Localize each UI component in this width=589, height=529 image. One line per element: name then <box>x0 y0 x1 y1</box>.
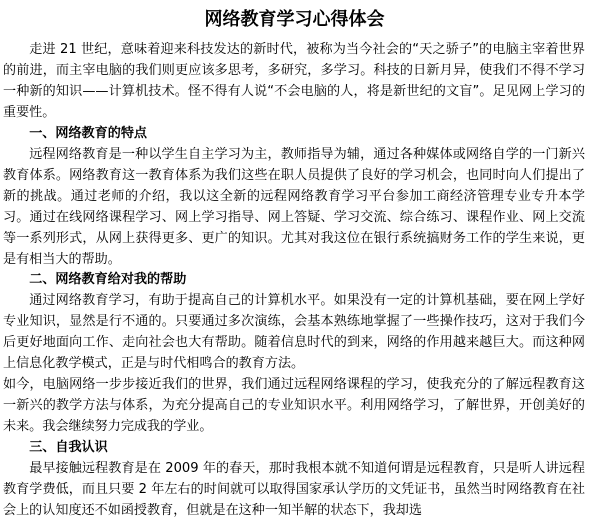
document-title: 网络教育学习心得体会 <box>204 9 385 30</box>
section-self-awareness <box>3 438 585 522</box>
body-paragraph: 远程网络教育是一种以学生自主学习为主，教师指导为辅，通过各种媒体或网络自学的一门新兴教育体系。网络教育这一教育体系为我们这些在职人员提供了良好的学习机会，也同时向人们提出了新的挑战。通过老师的介绍，我以这全新的远程网络教育学习平台参加工商经济管理专业专升本学习。通过在线网络课程学习、网上学习指导、网上答疑、学习交流、综合练习、课程作业、网上交流等一系列形式，从网上获得更多、更广的知识。尤其对我这位在银行系统搞财务工作的学生来说，更是有相当大的帮助。 <box>3 146 585 267</box>
section-heading: 一、网络教育的特点 <box>29 125 148 141</box>
section-help <box>3 270 585 438</box>
section-heading: 二、网络教育给对我的帮助 <box>29 272 187 288</box>
body-paragraph: 如今，电脑网络一步步接近我们的世界，我们通过远程网络课程的学习，使我充分的了解远程教育这一新兴的教学方法与体系，为充分提高自己的专业知识水平。利用网络学习，了解世界，开创美好的未来。我会继续努力完成我的学业。 <box>3 377 585 435</box>
section-heading: 三、自我认识 <box>29 440 108 456</box>
body-paragraph: 最早接触远程教育是在 2009 年的春天，那时我根本就不知道何谓是远程教育，只是听人讲远程教育学费低，而且只要 2 年左右的时间就可以取得国家承认学历的文凭证书，虽然当时网络教育在社会上的认知度还不如函授教育，但就是在这种一知半解的状态下，我却选 <box>3 461 585 518</box>
body-paragraph: 通过网络教育学习，有助于提高自己的计算机水平。如果没有一定的计算机基础，要在网上学好专业知识，显然是行不通的。只要通过多次演练，会基本熟练地掌握了一些操作技巧，这对于我们今后更好地面向工作、走向社会也大有帮助。随着信息时代的到来，网络的作用越来越巨大。而这种网上信息化教学模式，正是与时代相鸣合的教育方法。 <box>3 293 585 372</box>
intro-paragraph: 走进 21 世纪，意味着迎来科技发达的新时代，被称为当今社会的“天之骄子”的电脑主宰着世界的前进，而主宰电脑的我们则更应该多思考，多研究，多学习。科技的日新月异，使我们不得不学习一种新的知识——计算机技术。怪不得有人说“不会电脑的人，将是新世纪的文盲”。足见网上学习的重要性。 <box>3 42 585 120</box>
section-features <box>3 124 585 271</box>
document-body <box>3 40 585 522</box>
